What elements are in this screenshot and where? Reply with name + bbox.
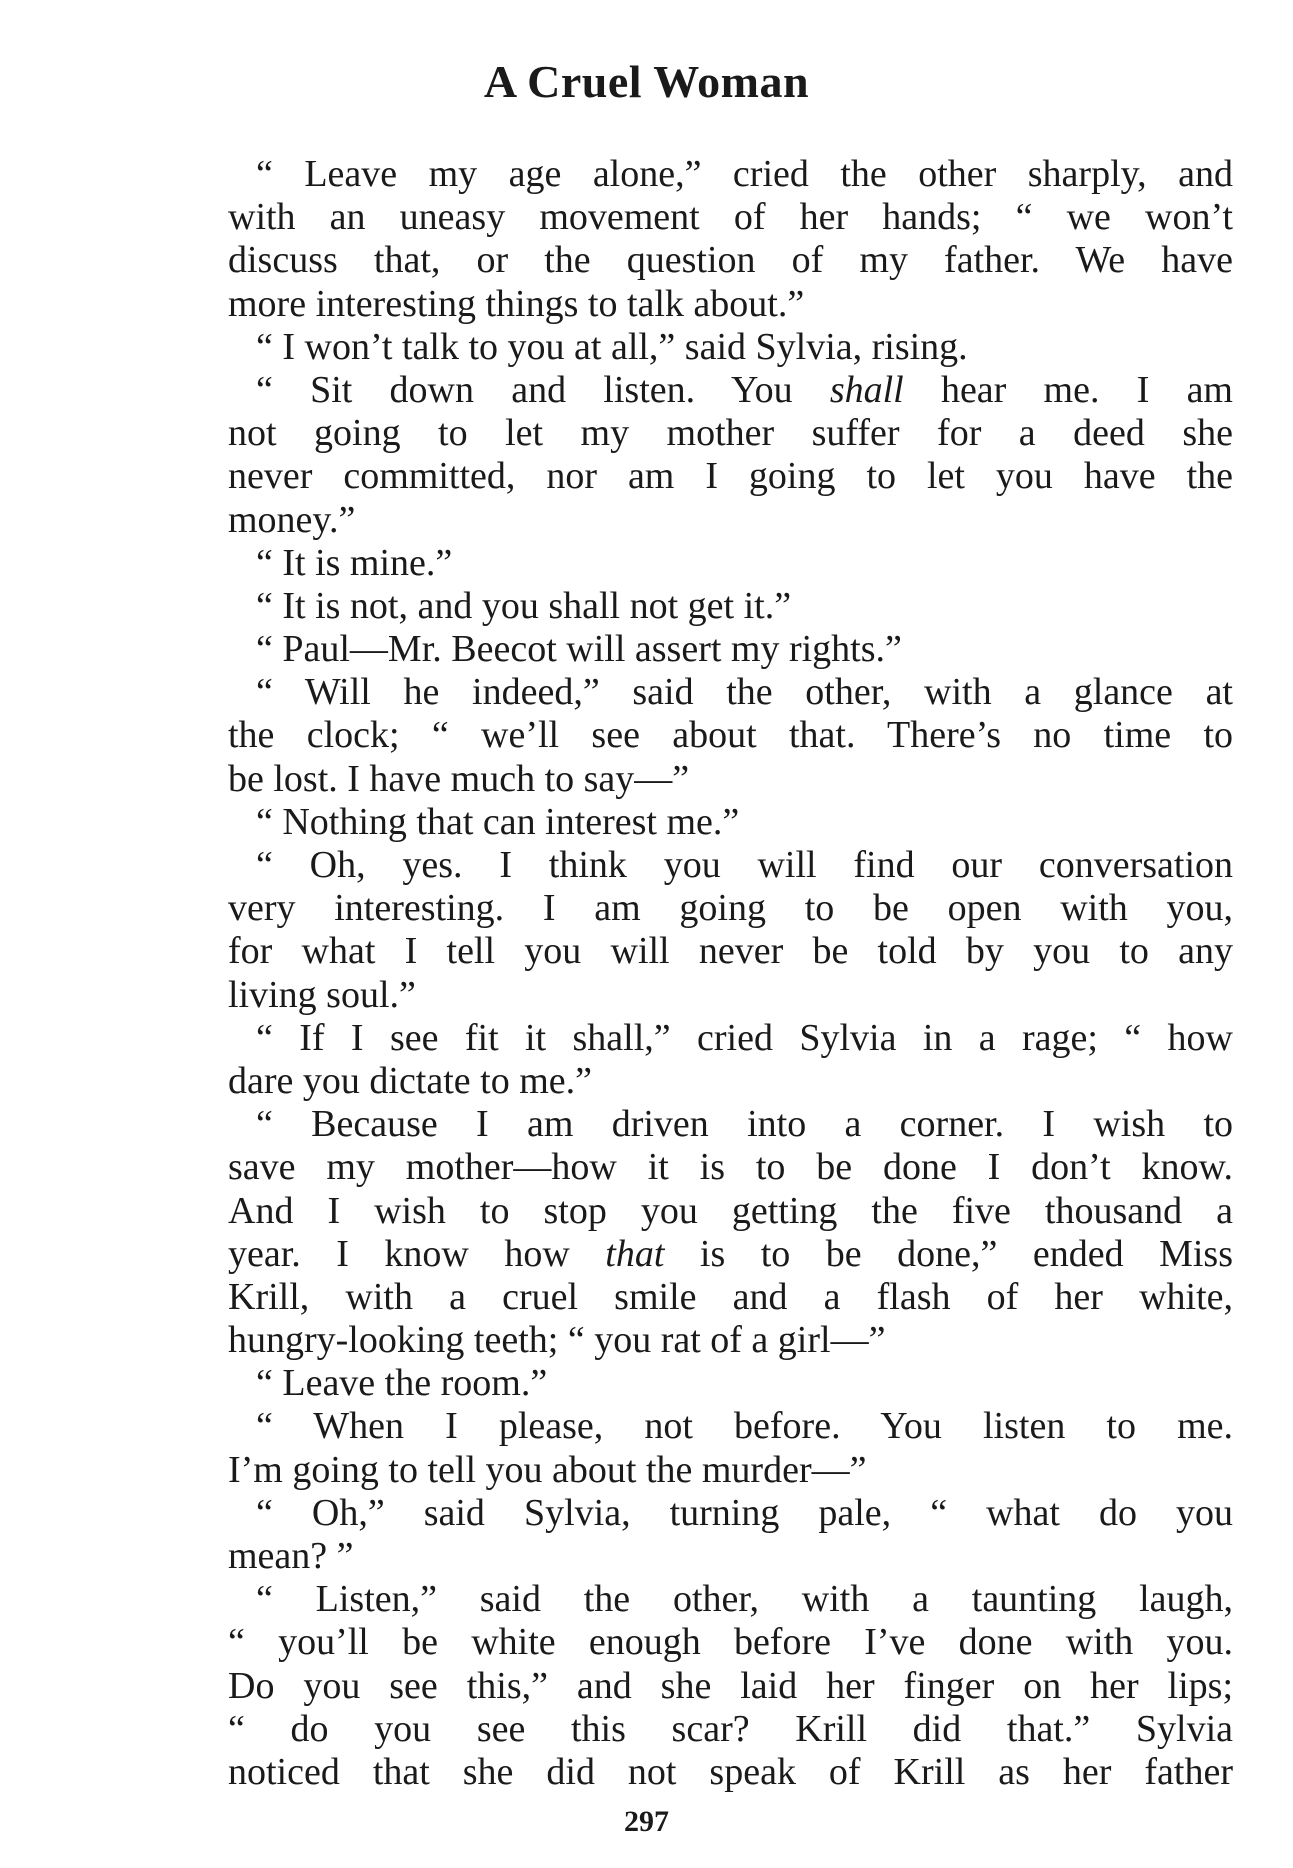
text-line: discuss that, or the question of my father. We have — [228, 239, 1233, 282]
text-line: “ If I see fit it shall,” cried Sylvia in a rage; “ how — [256, 1016, 1233, 1059]
text-line: “ Paul—Mr. Beecot will assert my rights.” — [256, 628, 902, 671]
text-line: “ Sit down and listen. You shall hear me. I am — [256, 368, 1233, 411]
text-line: “ you’ll be white enough before I’ve done with you. — [228, 1621, 1233, 1664]
text-line: for what I tell you will never be told by you to any — [228, 930, 1233, 973]
text-line: living soul.” — [228, 973, 416, 1016]
text-line: “ Leave the room.” — [256, 1362, 548, 1405]
text-line: with an uneasy movement of her hands; “ we won’t — [228, 196, 1233, 239]
text-line: Do you see this,” and she laid her finger on her lips; — [228, 1664, 1233, 1707]
text-line: “ Oh,” said Sylvia, turning pale, “ what do you — [256, 1491, 1233, 1534]
text-line: And I wish to stop you getting the five thousand a — [228, 1189, 1233, 1232]
text-line: “ When I please, not before. You listen to me. — [256, 1405, 1233, 1448]
page-number: 297 — [624, 1805, 669, 1838]
text-line: “ I won’t talk to you at all,” said Sylvia, rising. — [256, 325, 968, 368]
text-line: more interesting things to talk about.” — [228, 282, 805, 325]
text-line: “ Nothing that can interest me.” — [256, 800, 740, 843]
text-line: hungry-looking teeth; “ you rat of a girl—” — [228, 1319, 886, 1362]
text-line: save my mother—how it is to be done I don’t know. — [228, 1146, 1233, 1189]
text-line: “ Listen,” said the other, with a taunting laugh, — [256, 1578, 1233, 1621]
text-line: never committed, nor am I going to let you have the — [228, 455, 1233, 498]
text-line: “ do you see this scar? Krill did that.” Sylvia — [228, 1707, 1233, 1750]
text-line: dare you dictate to me.” — [228, 1059, 593, 1102]
text-line: “ It is not, and you shall not get it.” — [256, 584, 792, 627]
text-line: “ Leave my age alone,” cried the other sharply, and — [256, 153, 1233, 195]
text-line: money.” — [228, 498, 356, 541]
text-line: year. I know how that is to be done,” ended Miss — [228, 1232, 1233, 1275]
body-text — [228, 153, 1233, 1794]
text-line: “ It is mine.” — [256, 541, 453, 584]
text-line: “ Will he indeed,” said the other, with a glance at — [256, 671, 1233, 714]
text-line: “ Because I am driven into a corner. I wish to — [256, 1103, 1233, 1146]
text-line: the clock; “ we’ll see about that. There’s no time to — [228, 714, 1233, 757]
text-line: noticed that she did not speak of Krill as her father — [228, 1750, 1233, 1793]
text-line: not going to let my mother suffer for a deed she — [228, 412, 1233, 455]
text-line: Krill, with a cruel smile and a flash of her white, — [228, 1275, 1233, 1318]
text-line: be lost. I have much to say—” — [228, 757, 690, 800]
text-line: I’m going to tell you about the murder—” — [228, 1448, 867, 1491]
text-line: very interesting. I am going to be open with you, — [228, 887, 1233, 930]
text-line: “ Oh, yes. I think you will find our conversation — [256, 844, 1233, 886]
running-head: A Cruel Woman — [483, 56, 810, 107]
text-line: mean? ” — [228, 1535, 354, 1577]
